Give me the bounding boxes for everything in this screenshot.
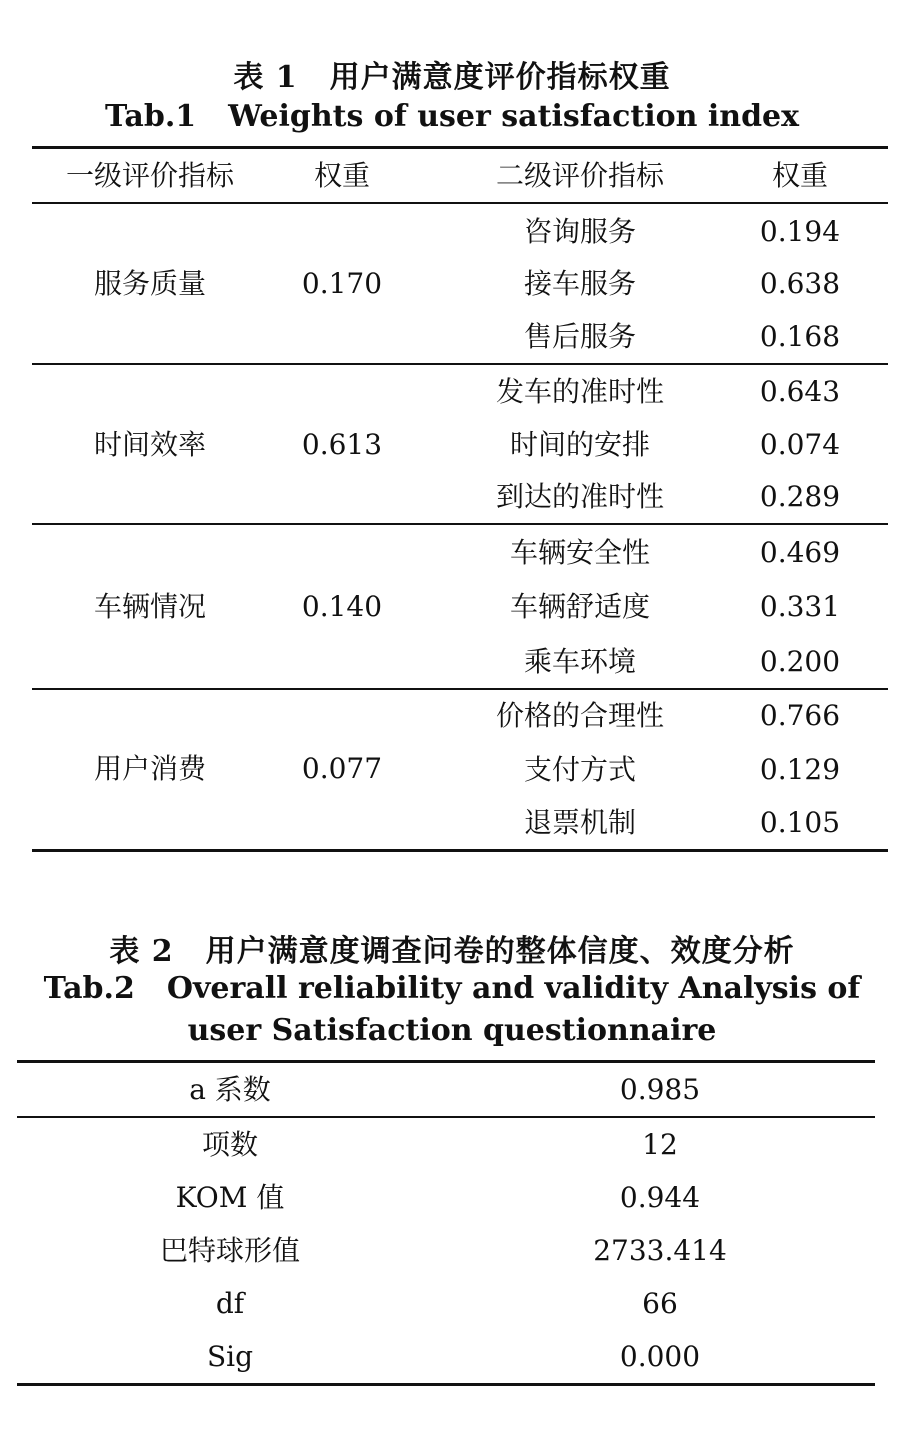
table1-item-name: 到达的准时性: [495, 480, 664, 513]
table2-row-label: df: [215, 1287, 245, 1320]
table1-header-level2: 二级评价指标: [495, 159, 664, 192]
table1-item-weight: 0.766: [759, 699, 841, 732]
table1-group-name: 时间效率: [93, 428, 206, 461]
table1-item-weight: 0.105: [759, 806, 841, 839]
table1-header-rule: [32, 202, 888, 204]
table1-caption-cn: [0, 52, 904, 96]
table1-item-weight: 0.129: [759, 753, 841, 786]
table1-item-weight: 0.469: [759, 536, 841, 569]
table1-group-weight: 0.170: [301, 267, 383, 300]
table1-number-en: Tab.1: [104, 99, 197, 134]
table1-item-name: 售后服务: [523, 320, 636, 353]
table2-header-label: a 系数: [189, 1073, 271, 1106]
table1-item-weight: 0.638: [759, 267, 841, 300]
table1-bottom-rule: [32, 849, 888, 852]
table2-top-rule: [17, 1060, 875, 1063]
table1-item-name: 价格的合理性: [495, 699, 664, 732]
table2-row-label: 项数: [201, 1128, 258, 1161]
table1-group-weight: 0.077: [301, 752, 383, 785]
table2-caption-en-line1: [0, 971, 904, 1006]
table1-group-weight: 0.140: [301, 590, 383, 623]
table1-title-cn: 用户满意度评价指标权重: [329, 60, 671, 95]
table2-title-en-line2: user Satisfaction questionnaire: [187, 1013, 717, 1048]
table1-number-cn: 表 1: [233, 60, 298, 95]
table1-header-weight1: 权重: [313, 159, 370, 192]
table1-item-weight: 0.200: [759, 645, 841, 678]
table2-row-label: Sig: [206, 1340, 254, 1373]
table1-header-weight2: 权重: [771, 159, 828, 192]
table1-item-name: 接车服务: [523, 267, 636, 300]
table1-item-weight: 0.074: [759, 428, 841, 461]
table2-header-rule: [17, 1116, 875, 1118]
table1-item-name: 乘车环境: [523, 645, 636, 678]
table1-group-name: 服务质量: [93, 267, 206, 300]
table2-title-en-line1: Overall reliability and validity Analysis of: [166, 971, 861, 1006]
table1-item-name: 退票机制: [523, 806, 636, 839]
table1-item-weight: 0.643: [759, 375, 841, 408]
table1-item-weight: 0.289: [759, 480, 841, 513]
table1-item-name: 发车的准时性: [495, 375, 664, 408]
table2-header-value: 0.985: [619, 1073, 701, 1106]
table2-row-label: 巴特球形值: [159, 1234, 300, 1267]
table1-group-name: 用户消费: [93, 752, 206, 785]
table2-row-value: 66: [642, 1287, 678, 1320]
table1-top-rule: [32, 146, 888, 149]
table1-item-weight: 0.194: [759, 215, 841, 248]
table2-number-en: Tab.2: [43, 971, 135, 1006]
table1-item-weight: 0.331: [759, 590, 841, 623]
table2-bottom-rule: [17, 1383, 875, 1386]
table1-title-en: Weights of user satisfaction index: [228, 99, 800, 134]
table2-row-label: KOM 值: [175, 1181, 285, 1214]
table1-group-weight: 0.613: [301, 428, 383, 461]
table2-row-value: 0.000: [619, 1340, 701, 1373]
table2-row-value: 0.944: [619, 1181, 701, 1214]
table1-item-name: 支付方式: [523, 753, 636, 786]
table2-row-value: 2733.414: [593, 1234, 727, 1267]
table1-item-name: 车辆安全性: [509, 536, 650, 569]
table1-item-name: 车辆舒适度: [509, 590, 650, 623]
table1-group-name: 车辆情况: [93, 590, 206, 623]
table1-item-weight: 0.168: [759, 320, 841, 353]
table2-caption-cn: [0, 926, 904, 970]
table1-group-divider: [32, 523, 888, 525]
table2-row-value: 12: [642, 1128, 678, 1161]
table1-item-name: 时间的安排: [509, 428, 650, 461]
table1-group-divider: [32, 688, 888, 690]
table1-caption-en: [0, 99, 904, 134]
table1-header-level1: 一级评价指标: [65, 159, 234, 192]
table1-item-name: 咨询服务: [523, 215, 636, 248]
table1-group-divider: [32, 363, 888, 365]
table2-number-cn: 表 2: [109, 934, 174, 969]
table2-title-cn: 用户满意度调查问卷的整体信度、效度分析: [205, 934, 795, 969]
